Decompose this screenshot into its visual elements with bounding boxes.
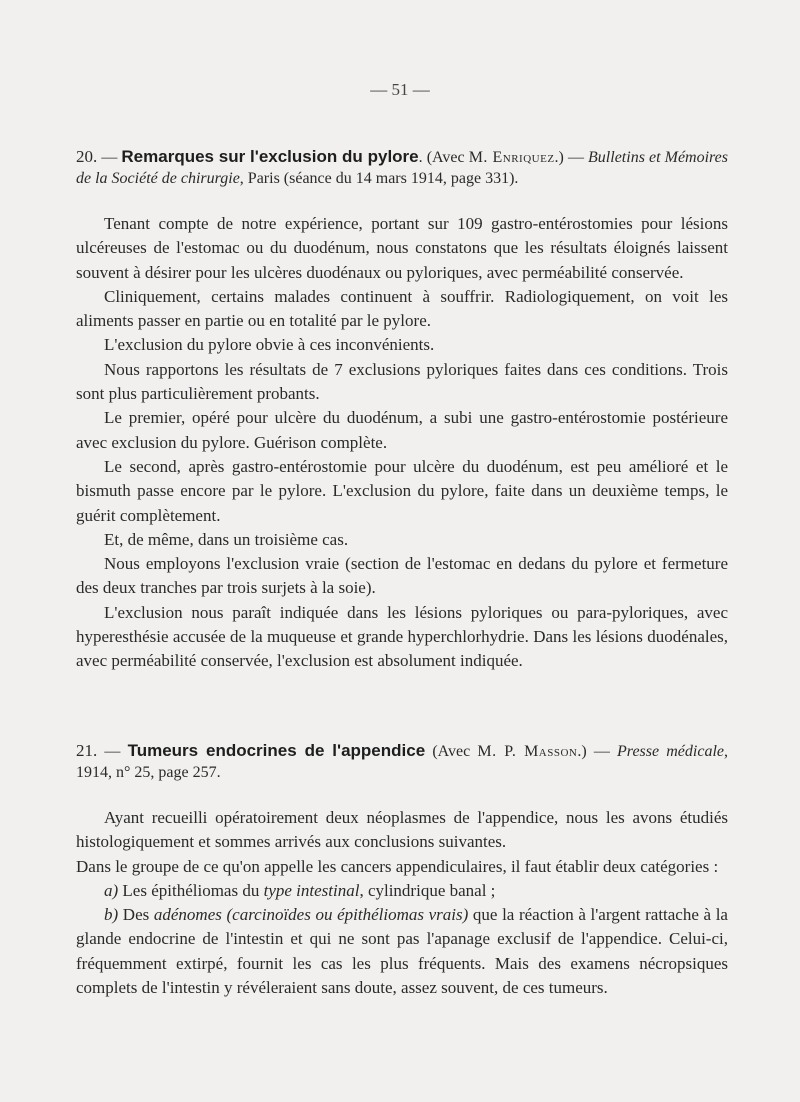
entry-21-body bbox=[76, 806, 728, 1000]
item-b-pre: Des bbox=[118, 905, 154, 925]
entry-21-reference bbox=[76, 740, 728, 783]
entry-20-paragraph: Nous employons l'exclusion vraie (section de l'estomac en dedans du pylore et fermeture des deux tranches par trois surjets à la soie). bbox=[76, 554, 728, 598]
entry-20-paragraph: L'exclusion du pylore obvie à ces inconvénients. bbox=[104, 335, 435, 355]
entry-20-ref-tail: , Paris (séance du 14 mars 1914, page 331). bbox=[239, 170, 519, 187]
entry-21-dash: — bbox=[97, 743, 128, 760]
entry-20-paragraph: Tenant compte de notre expérience, portant sur 109 gastro-entérostomies pour lésions ulcéreuses de l'estomac ou du duodénum, nous constatons que les résultats éloignés laissent souvent à désirer pour les ulcères duodénaux ou pyloriques, avec perméabilité conservée. bbox=[76, 214, 728, 282]
entry-20-paragraph: Nous rapportons les résultats de 7 exclusions pyloriques faites dans ces conditions. Trois sont plus particulièrement probants. bbox=[76, 359, 728, 404]
entry-21-title: Tumeurs endocrines de l'appendice bbox=[127, 741, 426, 760]
entry-21-paragraph: Dans le groupe de ce qu'on appelle les cancers appendiculaires, il faut établir deux catégories : bbox=[76, 856, 719, 876]
item-b-label: b) bbox=[104, 905, 119, 925]
entry-21-journal: Presse médicale bbox=[617, 743, 725, 760]
entry-21-item-b bbox=[76, 903, 728, 1000]
entry-21-author: M. P. Masson bbox=[477, 743, 578, 760]
entry-20-number: 20. bbox=[76, 147, 98, 166]
entry-20-body bbox=[76, 212, 728, 674]
item-a-emph: type intestinal bbox=[263, 880, 360, 900]
entry-20-paragraph: Cliniquement, certains malades continuent à souffrir. Radiologiquement, on voit les aliments passer en partie ou en totalité par le pylore. bbox=[76, 286, 728, 331]
page-number: — 51 — bbox=[370, 80, 430, 99]
entry-20-paren-open: . (Avec bbox=[418, 149, 469, 166]
item-a-post: , cylindrique banal ; bbox=[359, 880, 496, 900]
entry-21-paragraph: Ayant recueilli opératoirement deux néoplasmes de l'appendice, nous les avons étudiés histologiquement et sommes arrivés aux conclusions suivantes. bbox=[76, 808, 728, 852]
entry-21 bbox=[76, 740, 728, 1000]
entry-20-dash: — bbox=[97, 149, 122, 166]
entry-21-item-a bbox=[76, 879, 728, 903]
entry-20-journal: Bulletins et Mémoires de la Société de chirurgie bbox=[76, 149, 729, 187]
entry-20-paragraph: L'exclusion nous paraît indiquée dans les lésions pyloriques ou para-pyloriques, avec hyperesthésie accusée de la muqueuse et grande hyperchlorhydrie. Dans les lésions duodénales, avec perméabilité conservée, l'exclusion est absolument indiquée. bbox=[76, 602, 728, 671]
item-a-pre: Les épithéliomas du bbox=[118, 880, 264, 900]
entry-20-paragraph: Le second, après gastro-entérostomie pour ulcère du duodénum, est peu amélioré et le bismuth passe encore par le pylore. L'exclusion du pylore, faite dans un deuxième temps, le guérit complètement. bbox=[76, 456, 728, 525]
entry-20-paragraph: Et, de même, dans un troisième cas. bbox=[104, 529, 349, 549]
entry-20-title: Remarques sur l'exclusion du pylore bbox=[121, 147, 419, 166]
entry-21-paren-open: (Avec bbox=[425, 743, 478, 760]
entry-21-paren-close: .) — bbox=[577, 743, 618, 760]
entry-21-ref-tail: , 1914, n° 25, page 257. bbox=[76, 743, 729, 781]
entry-21-number: 21. bbox=[76, 741, 98, 760]
item-b-post: que la réaction à l'argent rattache à la glande endocrine de l'intestin et qui ne sont pas l'apanage exclusif de l'appendice. Celui-ci, fréquemment extirpé, fournit les cas les plus fréquents. Mais des examens nécropsiques complets de l'intestin y révéleraient sans doute, assez souvent, de ces tumeurs. bbox=[76, 905, 728, 998]
entry-20-author: M. Enriquez bbox=[468, 149, 555, 166]
entry-20-reference bbox=[76, 146, 728, 189]
entry-20-paren-close: .) — bbox=[554, 149, 589, 166]
entry-20 bbox=[76, 146, 728, 674]
item-a-label: a) bbox=[104, 880, 119, 900]
item-b-emph: adénomes (carcinoïdes ou épithéliomas vrais) bbox=[153, 905, 469, 925]
entry-20-paragraph: Le premier, opéré pour ulcère du duodénum, a subi une gastro-entérostomie postérieure avec exclusion du pylore. Guérison complète. bbox=[76, 408, 728, 452]
